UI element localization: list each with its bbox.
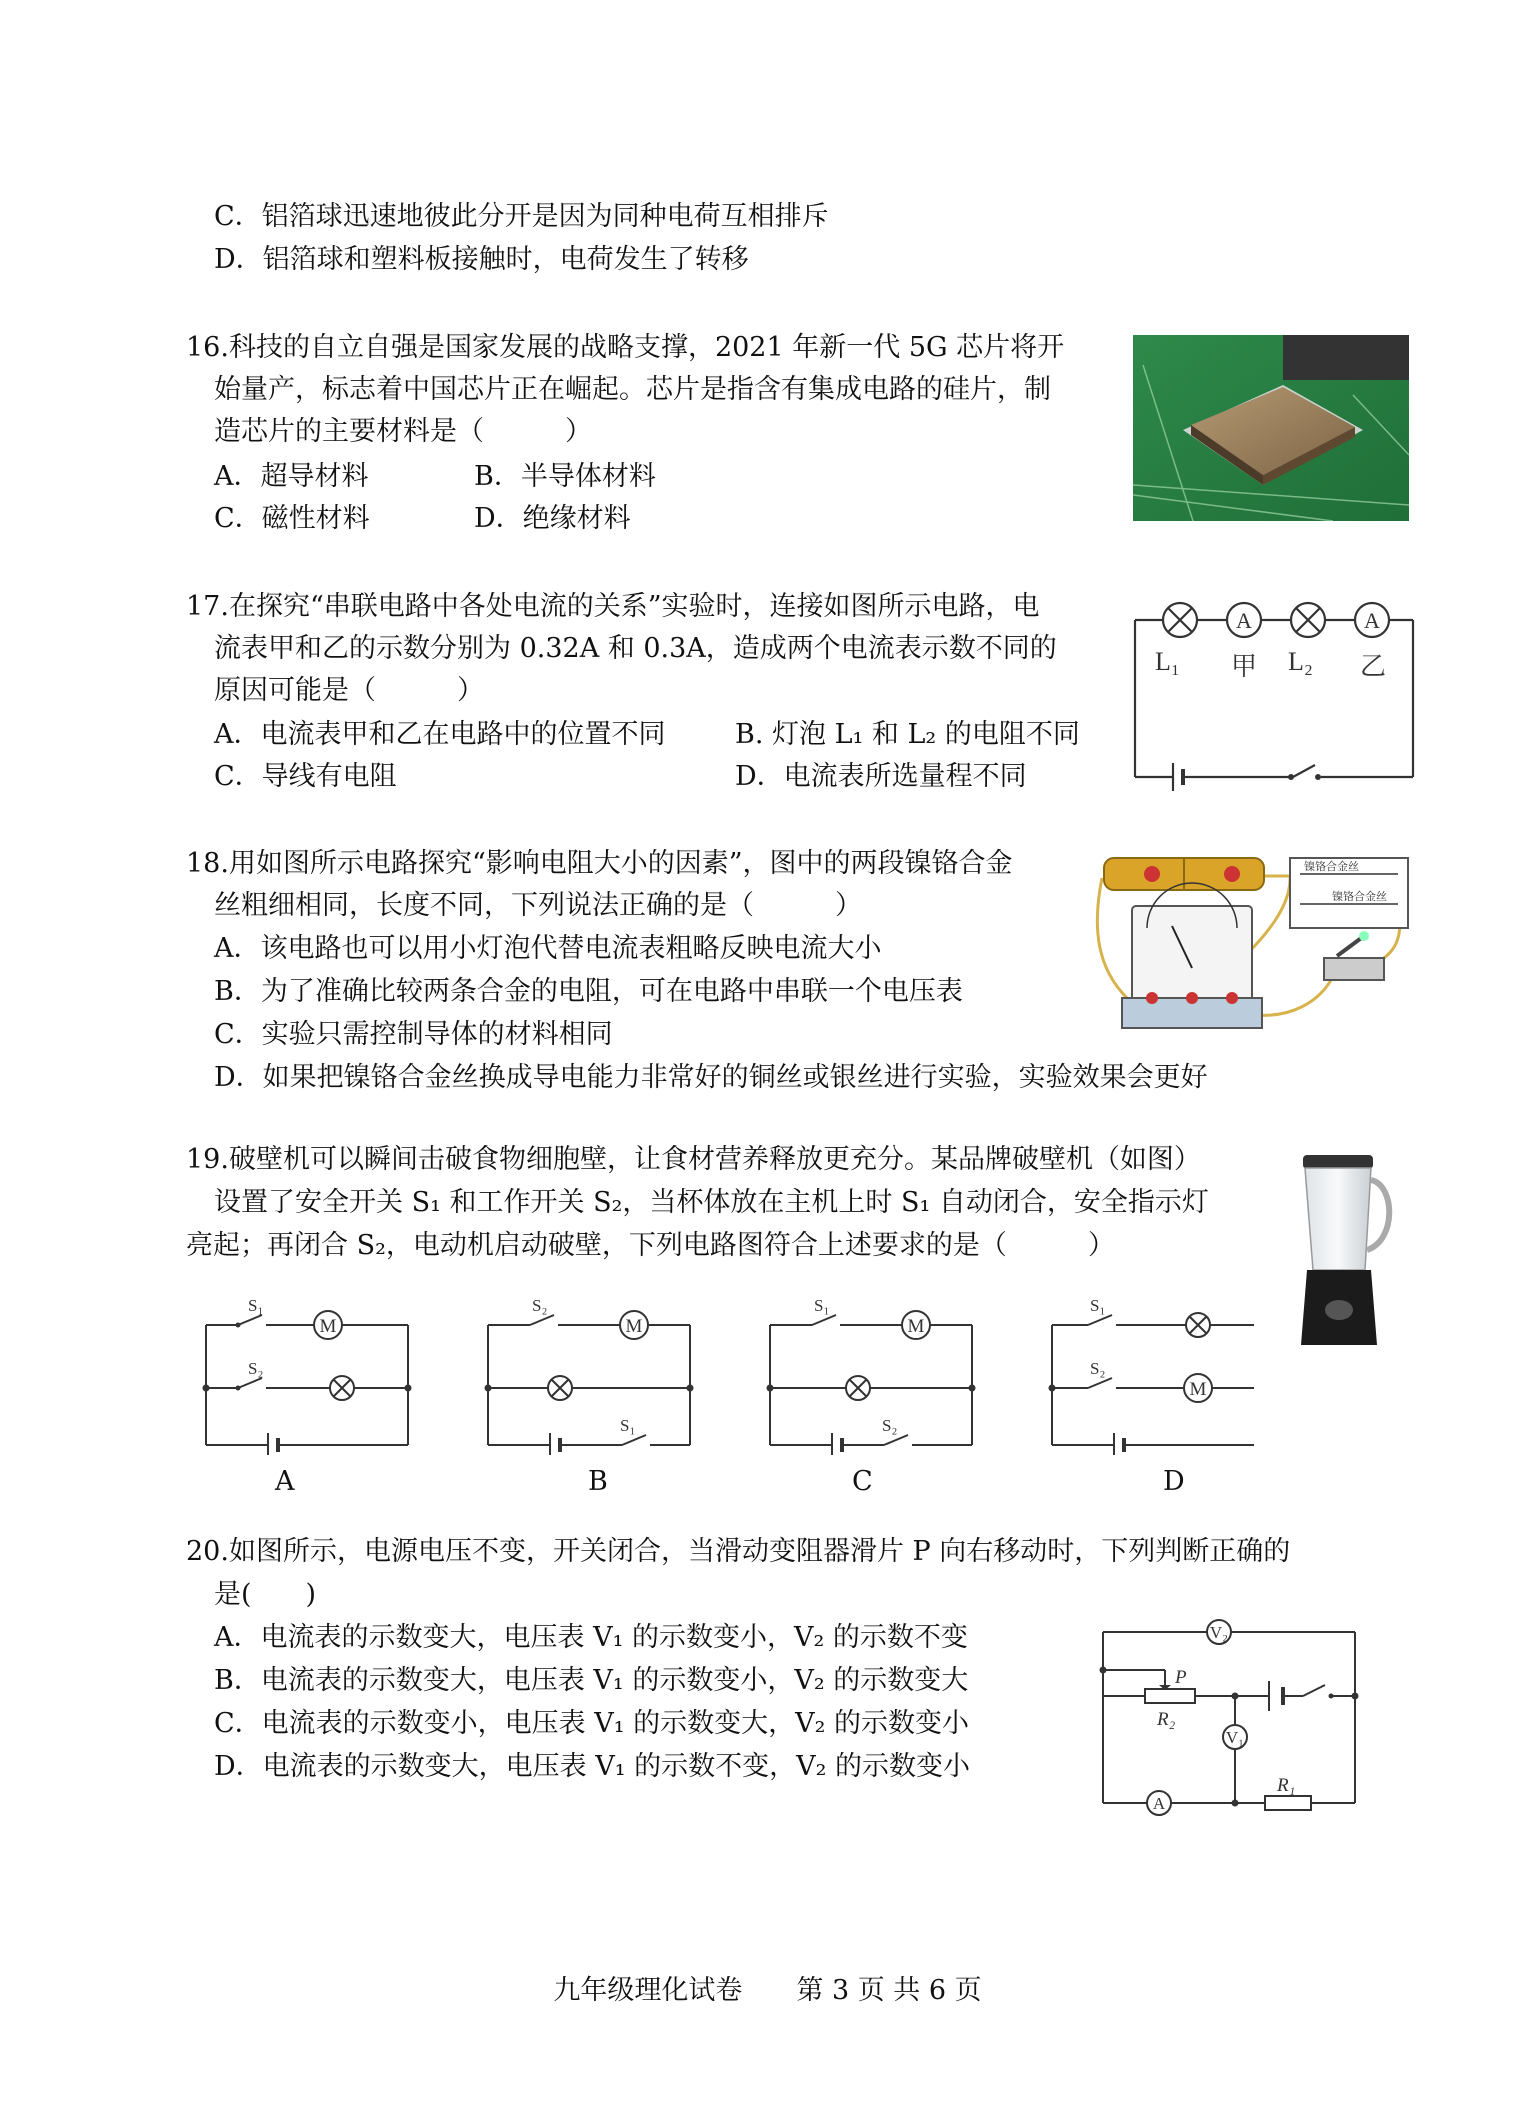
q19-label-b: B [588,1466,608,1497]
switch-s1-label: S₁ [814,1296,830,1315]
motor-label: M [625,1316,643,1337]
q18-stem-line2: 丝粗细相同，长度不同，下列说法正确的是（ ） [214,890,862,921]
q20-option-c: C．电流表的示数变小，电压表 V₁ 的示数变大，V₂ 的示数变小 [214,1708,970,1739]
q16-option-d: D．绝缘材料 [474,503,631,534]
motor-label: M [907,1316,925,1337]
q18-apparatus-figure [1092,848,1412,1043]
switch-s2-label: S₂ [248,1359,264,1378]
wire1-label: 镍铬合金丝 [1304,861,1359,873]
lamp-l1-label: L₁ [1155,647,1180,676]
q17-option-b: B. 灯泡 L₁ 和 L₂ 的电阻不同 [735,719,1080,750]
q18-option-d: D．如果把镍铬合金丝换成导电能力非常好的铜丝或银丝进行实验，实验效果会更好 [214,1062,1208,1093]
q19-circuit-b [480,1295,700,1455]
switch-s2-label: S₂ [882,1416,898,1435]
q18-stem-line1: 18.用如图所示电路探究“影响电阻大小的因素”，图中的两段镍铬合金 [186,848,1013,879]
q20-option-b: B．电流表的示数变大，电压表 V₁ 的示数变小，V₂ 的示数变大 [214,1665,969,1696]
q20-option-a: A．电流表的示数变大，电压表 V₁ 的示数变小，V₂ 的示数不变 [214,1622,968,1653]
q19-stem-line1: 19.破壁机可以瞬间击破食物细胞壁，让食材营养释放更充分。某品牌破壁机（如图） [186,1144,1201,1175]
ammeter-yi-symbol: A [1364,608,1380,633]
voltmeter-v1-label: V₁ [1225,1728,1245,1747]
q17-stem-line1: 17.在探究“串联电路中各处电流的关系”实验时，连接如图所示电路，电 [186,591,1040,622]
motor-label: M [1189,1379,1207,1400]
voltmeter-v2-label: V₂ [1209,1623,1229,1642]
chip-photo [1133,335,1409,521]
switch-s2-label: S₂ [1090,1359,1106,1378]
q20-stem-line2: 是( ) [214,1579,317,1610]
ammeter-label: A [1152,1794,1166,1813]
q16-option-b: B．半导体材料 [474,461,656,492]
q17-circuit-diagram [1125,595,1425,795]
q19-circuit-c [762,1295,982,1455]
q17-option-d: D．电流表所选量程不同 [735,761,1027,792]
resistor-r1-label: R₁ [1277,1775,1296,1796]
page-footer: 九年级理化试卷 第 3 页 共 6 页 [553,1975,982,2006]
q15-option-d: D．铝箔球和塑料板接触时，电荷发生了转移 [214,244,749,275]
q16-option-c: C．磁性材料 [214,503,370,534]
q16-option-a: A．超导材料 [214,461,369,492]
motor-label: M [319,1316,337,1337]
switch-s1-label: S₁ [248,1296,264,1315]
q16-stem-line1: 16.科技的自立自强是国家发展的战略支撑，2021 年新一代 5G 芯片将开 [186,332,1065,363]
wire2-label: 镍铬合金丝 [1332,891,1387,903]
q16-stem-line2: 始量产，标志着中国芯片正在崛起。芯片是指含有集成电路的硅片，制 [214,374,1051,405]
ammeter-jia-label: 甲 [1231,652,1258,681]
q19-label-a: A [275,1466,295,1497]
slider-p-label: P [1175,1667,1187,1688]
q15-option-c: C．铝箔球迅速地彼此分开是因为同种电荷互相排斥 [214,201,829,232]
q17-option-a: A．电流表甲和乙在电路中的位置不同 [214,719,666,750]
q19-circuit-d [1044,1295,1264,1455]
q19-stem-line2: 设置了安全开关 S₁ 和工作开关 S₂，当杯体放在主机上时 S₁ 自动闭合，安全指示灯 [214,1187,1209,1218]
lamp-l2-label: L₂ [1288,647,1313,676]
q17-stem-line3: 原因可能是（ ） [214,675,484,706]
rheostat-r2-label: R₂ [1157,1709,1176,1730]
q18-option-c: C．实验只需控制导体的材料相同 [214,1019,613,1050]
q17-option-c: C．导线有电阻 [214,761,397,792]
q20-stem-line1: 20.如图所示，电源电压不变，开关闭合，当滑动变阻器滑片 P 向右移动时，下列判断正确的 [186,1536,1291,1567]
q19-stem-line3: 亮起；再闭合 S₂，电动机启动破壁，下列电路图符合上述要求的是（ ） [186,1230,1115,1261]
q19-circuit-a [198,1295,418,1455]
switch-s1-label: S₁ [1090,1296,1106,1315]
q17-stem-line2: 流表甲和乙的示数分别为 0.32A 和 0.3A，造成两个电流表示数不同的 [214,633,1057,664]
switch-s1-label: S₁ [620,1416,636,1435]
q20-option-d: D．电流表的示数变大，电压表 V₁ 的示数不变，V₂ 的示数变小 [214,1751,971,1782]
q16-stem-line3: 造芯片的主要材料是（ ） [214,416,592,447]
q19-label-d: D [1163,1466,1185,1497]
switch-s2-label: S₂ [532,1296,548,1315]
ammeter-jia-symbol: A [1236,608,1252,633]
q19-label-c: C [852,1466,873,1497]
blender-photo [1285,1150,1403,1350]
q18-option-a: A．该电路也可以用小灯泡代替电流表粗略反映电流大小 [214,933,882,964]
q20-circuit-diagram [1095,1615,1365,1825]
ammeter-yi-label: 乙 [1360,652,1387,681]
q18-option-b: B．为了准确比较两条合金的电阻，可在电路中串联一个电压表 [214,976,963,1007]
